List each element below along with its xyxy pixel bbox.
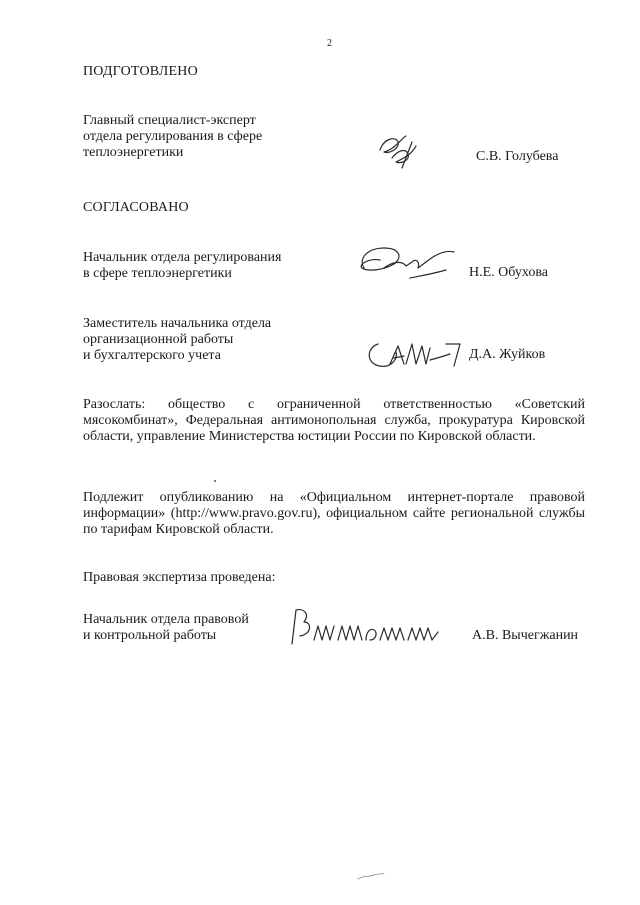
distribution-text: Разослать: общество с ограниченной ответственностью «Советский мясокомбинат», Федеральная антимонопольная служба, прокуратура Кировской области, управление Министерства юстиции России по Кировской области. [83, 397, 585, 444]
agreed-signer2-position-line: и бухгалтерского учета [83, 348, 221, 363]
agreed-signer1-position [83, 250, 353, 282]
agreed-signer2-name: Д.А. Жуйков [469, 347, 546, 362]
agreed-signer1-name: Н.Е. Обухова [469, 265, 548, 280]
agreed-signer2-position-line: организационной работы [83, 332, 234, 347]
agreed-signer1-position-line: Начальник отдела регулирования [83, 250, 282, 265]
agreed-heading: СОГЛАСОВАНО [83, 200, 189, 215]
prepared-position-line: теплоэнергетики [83, 145, 184, 160]
legal-review-position-line: Начальник отдела правовой [83, 612, 249, 627]
prepared-heading: ПОДГОТОВЛЕНО [83, 64, 198, 79]
page-number: 2 [327, 38, 332, 49]
scan-mark [356, 870, 386, 888]
prepared-position-line: отдела регулирования в сфере [83, 129, 263, 144]
signature-vychegzhanin [282, 604, 462, 659]
signature-zhuykov [360, 330, 470, 381]
prepared-name: С.В. Голубева [476, 149, 559, 164]
legal-review-text: Правовая экспертиза проведена: [83, 570, 276, 585]
scan-speck [214, 480, 216, 482]
agreed-signer2-position-line: Заместитель начальника отдела [83, 316, 272, 331]
signature-golubeva [372, 128, 432, 177]
agreed-signer2-position [83, 316, 353, 364]
signature-obukhova [350, 238, 460, 293]
prepared-position-line: Главный специалист-эксперт [83, 113, 256, 128]
legal-review-name: А.В. Вычегжанин [472, 628, 579, 643]
prepared-position [83, 113, 343, 161]
legal-review-position-line: и контрольной работы [83, 628, 217, 643]
agreed-signer1-position-line: в сфере теплоэнергетики [83, 266, 232, 281]
publication-text: Подлежит опубликованию на «Официальном интернет-портале правовой информации» (http://www.pravo.gov.ru), официальном сайте региональной службы по тарифам Кировской области. [83, 490, 585, 537]
legal-review-position [83, 612, 293, 644]
